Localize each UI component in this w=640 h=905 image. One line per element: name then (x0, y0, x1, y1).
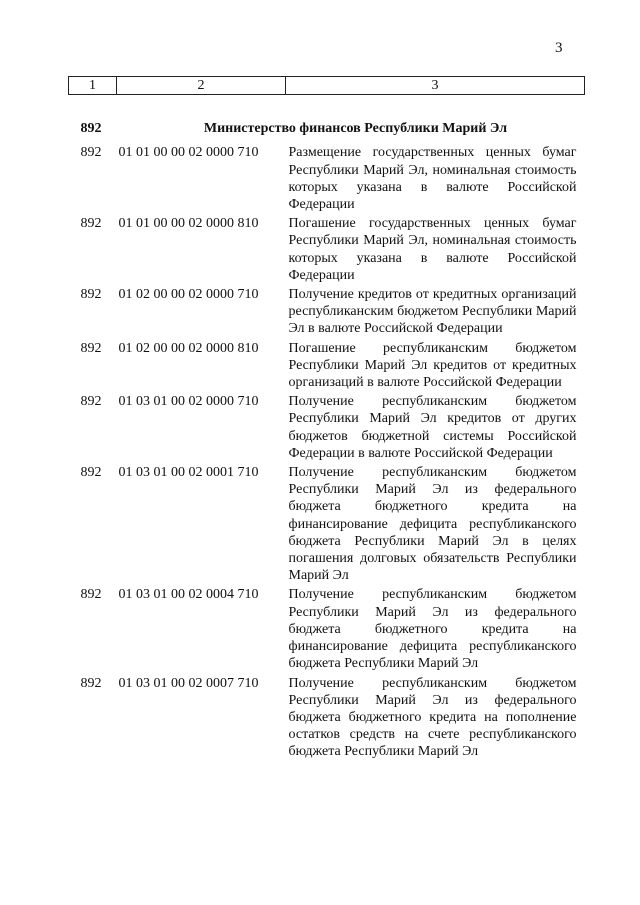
admin-code: 892 (80, 465, 102, 481)
budget-codes-table (68, 76, 585, 763)
admin-code: 892 (80, 287, 102, 303)
source-description: Получение кредитов от кредитных организаций республиканским бюджетом Республики Марий Эл в валюте Российской Федерации (288, 287, 577, 337)
source-description: Получение республиканским бюджетом Республики Марий Эл из федерального бюджета бюджетного кредита на финансирование дефицита республиканского бюджета Республики Марий Эл (288, 587, 577, 672)
header-col-1: 1 (69, 77, 117, 95)
admin-code: 892 (80, 216, 102, 232)
admin-code: 892 (80, 587, 102, 603)
header-col-3: 3 (286, 77, 585, 95)
source-description: Размещение государственных ценных бумаг Республики Марий Эл, номинальная стоимость которых указана в валюте Российской Федерации (288, 145, 577, 213)
admin-code: 892 (80, 340, 102, 356)
source-description: Получение республиканским бюджетом Республики Марий Эл из федерального бюджета бюджетного кредита на пополнение остатков средств на счете республиканского бюджета Республики Марий Эл (288, 675, 577, 760)
ministry-row (69, 95, 585, 145)
table-row (69, 215, 585, 286)
budget-classification-code: 01 02 00 00 02 0000 710 (118, 287, 259, 303)
source-description: Погашение республиканским бюджетом Республики Марий Эл кредитов от кредитных организаций в валюте Российской Федерации (288, 340, 577, 391)
table-header-row (69, 77, 585, 95)
table-row (69, 144, 585, 215)
table-row (69, 586, 585, 674)
admin-code: 892 (80, 145, 102, 161)
header-col-2: 2 (117, 77, 286, 95)
page-number: 3 (555, 40, 563, 56)
table-row (69, 340, 585, 394)
budget-classification-code: 01 03 01 00 02 0001 710 (118, 465, 259, 481)
budget-classification-code: 01 02 00 00 02 0000 810 (118, 340, 259, 356)
source-description: Погашение государственных ценных бумаг Республики Марий Эл, номинальная стоимость которых указана в валюте Российской Федерации (288, 216, 577, 283)
table-row (69, 675, 585, 763)
budget-classification-code: 01 03 01 00 02 0007 710 (118, 675, 259, 691)
ministry-name: Министерство финансов Республики Марий Эл (203, 121, 508, 137)
budget-classification-code: 01 03 01 00 02 0000 710 (118, 394, 259, 410)
budget-classification-code: 01 01 00 00 02 0000 810 (118, 216, 259, 232)
source-description: Получение республиканским бюджетом Республики Марий Эл из федерального бюджета бюджетного кредита на финансирование дефицита республиканского бюджета Республики Марий Эл в целях погашения долговых обязательств Республики Марий Эл (288, 465, 577, 584)
budget-classification-code: 01 01 00 00 02 0000 710 (118, 145, 259, 161)
table-row (69, 393, 585, 464)
table-row (69, 464, 585, 586)
ministry-code: 892 (80, 121, 102, 137)
admin-code: 892 (80, 394, 102, 410)
table-row (69, 286, 585, 340)
source-description: Получение республиканским бюджетом Республики Марий Эл кредитов от других бюджетов бюджетной системы Российской Федерации в валюте Российской Федерации (288, 394, 577, 461)
budget-classification-code: 01 03 01 00 02 0004 710 (118, 587, 259, 603)
admin-code: 892 (80, 675, 102, 691)
